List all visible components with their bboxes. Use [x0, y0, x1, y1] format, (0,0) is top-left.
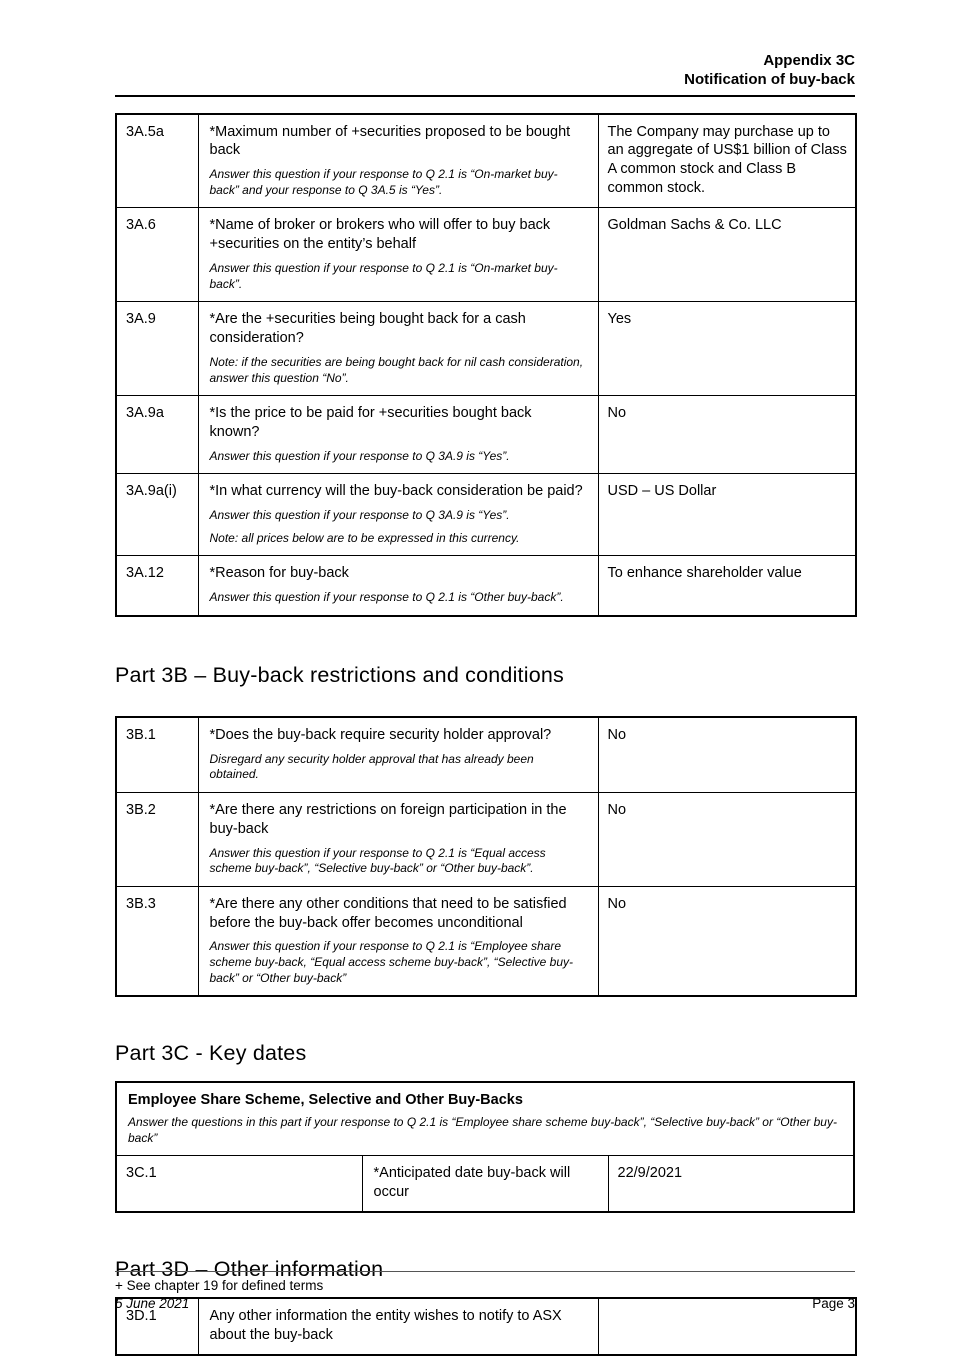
part3b-heading: Part 3B – Buy-back restrictions and conditions: [115, 662, 564, 687]
footer-date: 5 June 2021: [115, 1296, 190, 1312]
question-text: Any other information the entity wishes to notify to ASX about the buy-back: [209, 1307, 562, 1343]
table-row-3a9ai: [116, 474, 856, 556]
question-note: Note: if the securities are being bought back for nil cash consideration, answer this question “No”.: [209, 354, 584, 385]
question-id: 3A.9a: [116, 396, 198, 474]
question-cell: [198, 556, 598, 616]
question-id: 3A.5a: [116, 114, 198, 208]
question-id: 3C.1: [116, 1156, 362, 1212]
question-note: Answer this question if your response to Q 2.1 is “Employee share scheme buy-back, “Equal access scheme buy-back”, “Selective buy-back” or “Other buy-back”: [209, 939, 573, 985]
question-note: Answer this question if your response to Q 2.1 is “Other buy-back”.: [209, 590, 564, 605]
question-note: Note: all prices below are to be expressed in this currency.: [209, 530, 520, 545]
question-id: 3A.6: [116, 208, 198, 302]
answer-cell: No: [598, 792, 856, 886]
table-row-3a9: [116, 302, 856, 396]
table-row-3a6: [116, 208, 856, 302]
table-row-3a5a: [116, 114, 856, 208]
part3b-table: [115, 716, 857, 997]
part3c-heading: Part 3C - Key dates: [115, 1041, 307, 1066]
question-note: Answer this question if your response to Q 2.1 is “On-market buy-back” and your response to Q 3A.5 is “Yes”.: [209, 167, 558, 197]
question-cell: [198, 396, 598, 474]
question-note: Disregard any security holder approval that has already been obtained.: [209, 751, 534, 782]
page-number: Page 3: [812, 1296, 855, 1312]
header-subtitle: Notification of buy-back: [684, 70, 855, 88]
question-text: *In what currency will the buy-back consideration be paid?: [209, 483, 583, 500]
answer-cell: To enhance shareholder value: [598, 556, 856, 616]
answer-cell: USD – US Dollar: [598, 474, 856, 556]
question-text: *Maximum number of +securities proposed to be bought back: [209, 123, 571, 159]
table-row-3a9a: [116, 396, 856, 474]
question-id: 3A.12: [116, 556, 198, 616]
question-note: Answer this question if your response to Q 2.1 is “Equal access scheme buy-back”, “Selective buy-back” or “Other buy-back”.: [209, 845, 546, 876]
question-cell: [198, 886, 598, 996]
question-cell: [198, 302, 598, 396]
table-banner-row: [116, 1082, 854, 1156]
table-row-3c1: [116, 1156, 854, 1212]
question-cell: [198, 474, 598, 556]
question-id: 3B.2: [116, 792, 198, 886]
table-row-3b2: [116, 792, 856, 886]
defined-terms-note: + See chapter 19 for defined terms: [115, 1278, 324, 1293]
table-row-3b1: [116, 717, 856, 793]
question-note: Answer this question if your response to Q 3A.9 is “Yes”.: [209, 448, 510, 463]
part3d-heading: Part 3D – Other information: [115, 1256, 384, 1281]
question-cell: [198, 208, 598, 302]
table-row-3b3: [116, 886, 856, 996]
footer-rule: [115, 1271, 855, 1272]
question-note: Answer this question if your response to Q 2.1 is “On-market buy-back”.: [209, 261, 558, 291]
banner-note: Answer the questions in this part if your response to Q 2.1 is “Employee share scheme buy-back”, “Selective buy-back” or “Other buy-back”: [128, 1115, 837, 1145]
part3c-table: [115, 1081, 855, 1213]
banner-title: Employee Share Scheme, Selective and Other Buy-Backs: [128, 1092, 523, 1109]
answer-cell: No: [598, 396, 856, 474]
answer-cell: The Company may purchase up to an aggregate of US$1 billion of Class A common stock and Class B common stock.: [598, 114, 856, 208]
question-id: 3A.9: [116, 302, 198, 396]
answer-cell: 22/9/2021: [608, 1156, 854, 1212]
question-text: *Are there any other conditions that need to be satisfied before the buy-back offer becomes unconditional: [209, 895, 567, 931]
question-text: *Are there any restrictions on foreign participation in the buy-back: [209, 801, 567, 837]
answer-cell: Goldman Sachs & Co. LLC: [598, 208, 856, 302]
question-text: *Does the buy-back require security holder approval?: [209, 726, 552, 743]
banner-cell: [116, 1082, 854, 1156]
question-text: *Reason for buy-back: [209, 565, 349, 582]
answer-cell: No: [598, 717, 856, 793]
page-header: [115, 52, 855, 90]
header-title: Appendix 3C: [763, 52, 855, 69]
question-id: 3B.1: [116, 717, 198, 793]
table-row-3a12: [116, 556, 856, 616]
answer-cell: Yes: [598, 302, 856, 396]
question-cell: [198, 114, 598, 208]
page-footer: [115, 1271, 855, 1313]
question-text: *Anticipated date buy-back will occur: [373, 1165, 571, 1201]
question-note: Answer this question if your response to Q 3A.9 is “Yes”.: [209, 508, 510, 523]
part3a-table: [115, 113, 857, 617]
question-cell: [198, 792, 598, 886]
question-cell: [362, 1156, 608, 1212]
question-text: *Name of broker or brokers who will offer to buy back +securities on the entity’s behalf: [209, 217, 551, 253]
question-text: *Is the price to be paid for +securities bought back known?: [209, 405, 532, 440]
question-cell: [198, 717, 598, 793]
question-id: 3D.1: [116, 1298, 198, 1355]
header-rule: [115, 95, 855, 97]
answer-cell: No: [598, 886, 856, 996]
question-id: 3B.3: [116, 886, 198, 996]
question-id: 3A.9a(i): [116, 474, 198, 556]
question-text: *Are the +securities being bought back for a cash consideration?: [209, 311, 526, 347]
